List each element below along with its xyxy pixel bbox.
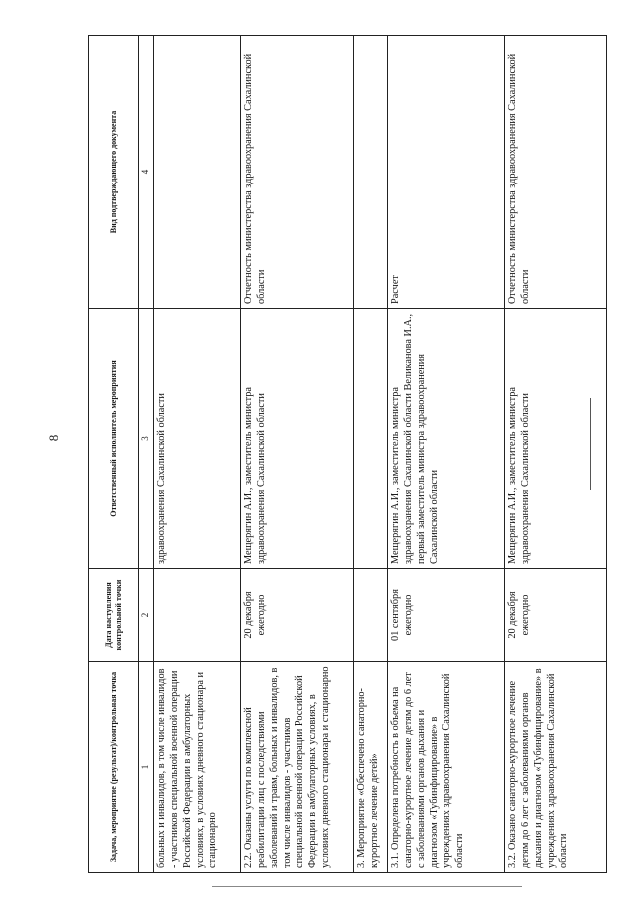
header-date: Дата наступления контрольной точки [89,569,139,662]
table-header-row [89,36,139,873]
column-number-row [139,36,154,873]
date-cell: 20 декабря ежегодно [505,569,607,662]
table-row [505,36,607,873]
document-cell: Отчетность министерства здравоохранения Сахалинской области [505,36,607,309]
task-cell: 3.1. Определена потребность в объема на санаторно-курортное лечение детям до 6 лет с заболеваниями органов дыхания и диагнозом «Тубинфицирование» в учреждениях здравоохранения Сахалинской области [388,662,505,873]
table-row [241,36,354,873]
task-cell: 3. Мероприятие «Обеспечено санаторно-курортное лечение детей» [354,662,388,873]
table-row [154,36,241,873]
date-cell [154,569,241,662]
document-cell: Отчетность министерства здравоохранения Сахалинской области [241,36,354,309]
date-cell: 20 декабря ежегодно [241,569,354,662]
header-responsible: Ответственный исполнитель мероприятия [89,309,139,569]
date-cell: 01 сентября ежегодно [388,569,505,662]
document-cell: Расчет [388,36,505,309]
header-document: Вид подтверждающего документа [89,36,139,309]
column-number: 4 [139,36,154,309]
rotated-table-container [88,36,606,873]
scan-mark [212,886,522,887]
date-cell [354,569,388,662]
task-cell: 3.2. Оказано санаторно-курортное лечение детям до 6 лет с заболеваниями органов дыхания и диагнозом «Тубинфицирование» в учреждениях здравоохранения Сахалинской области [505,662,607,873]
document-cell [354,36,388,309]
responsible-cell: здравоохранения Сахалинской области [154,309,241,569]
column-number: 3 [139,309,154,569]
page-number: 8 [46,434,61,442]
task-cell: 2.2. Оказаны услуги по комплексной реабилитации лиц с последствиями заболеваний и травм, больных и инвалидов, в том числе инвалидов - участников специальной военной операции Российской Федерации в амбулаторных условиях, в условиях дневного стационара и стационарно [241,662,354,873]
task-cell: больных и инвалидов, в том числе инвалидов - участников специальной военной операции Российской Федерации в амбулаторных условиях, в условиях дневного стационара и стационарно [154,662,241,873]
document-cell [154,36,241,309]
responsible-cell: Мещерягин А.И., заместитель министра здравоохранения Сахалинской области [241,309,354,569]
column-number: 2 [139,569,154,662]
responsible-cell: Мещерягин А.И., заместитель министра здравоохранения Сахалинской области Великанова И.А., первый заместитель министра здравоохранения Сахалинской области [388,309,505,569]
table-row [388,36,505,873]
table-row [354,36,388,873]
responsible-cell [354,309,388,569]
control-points-table [88,35,607,873]
column-number: 1 [139,662,154,873]
responsible-cell: Мещерягин А.И., заместитель министра здравоохранения Сахалинской области [505,309,607,569]
header-task: Задача, мероприятие (результат)/контрольная точка [89,662,139,873]
